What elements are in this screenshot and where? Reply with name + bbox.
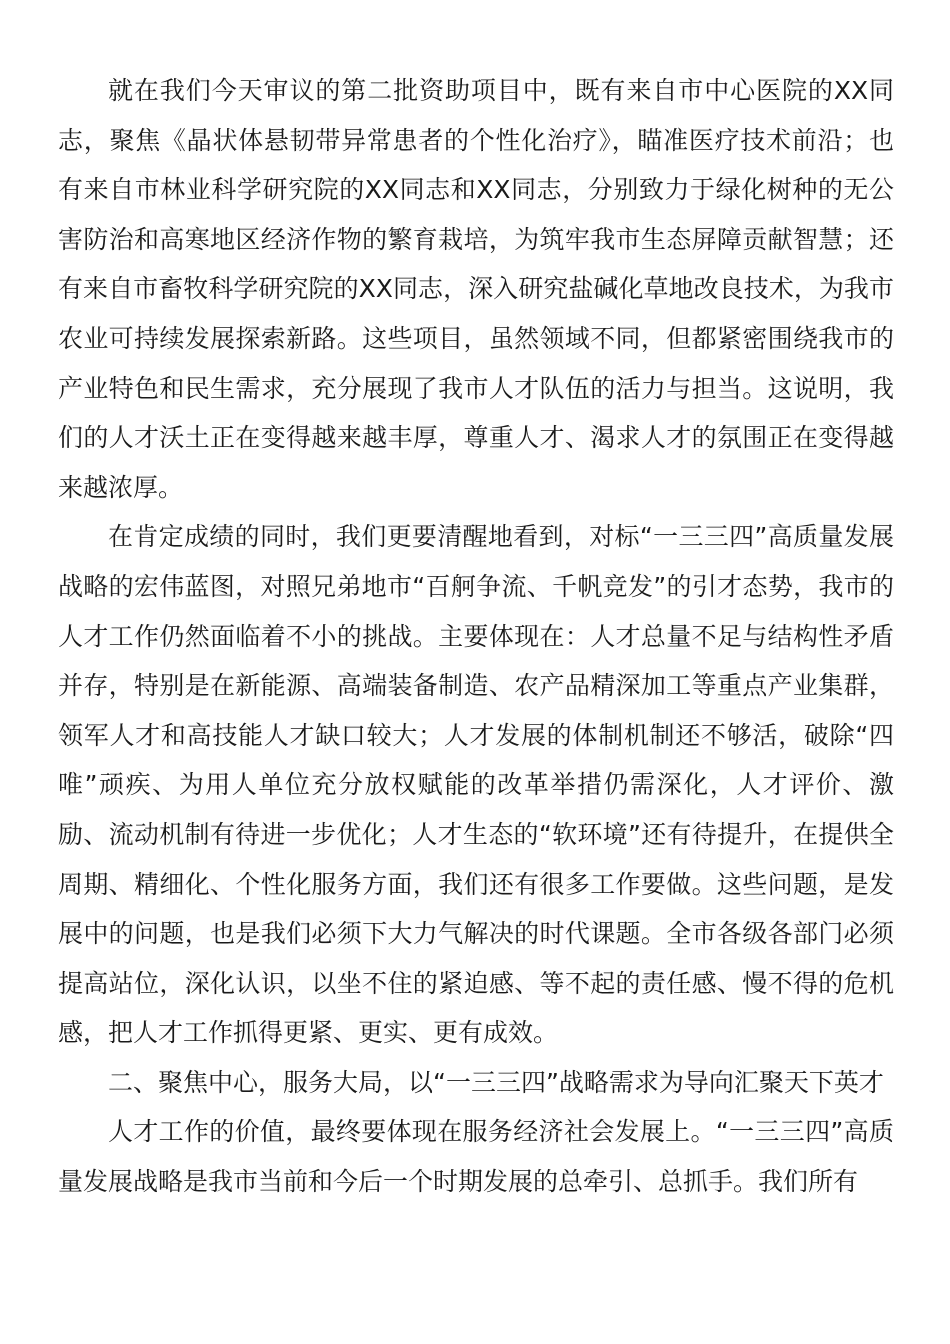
section-heading-two: 二、聚焦中心，服务大局，以“一三三四”战略需求为导向汇聚天下英才 <box>108 1067 884 1097</box>
document-body <box>58 66 894 1207</box>
paragraph-talent-value: 人才工作的价值，最终要体现在服务经济社会发展上。“一三三四”高质量发展战略是我市当前和今后一个时期发展的总牵引、总抓手。我们所有 <box>58 1117 894 1197</box>
paragraph-challenges: 在肯定成绩的同时，我们更要清醒地看到，对标“一三三四”高质量发展战略的宏伟蓝图，对照兄弟地市“百舸争流、千帆竞发”的引才态势，我市的人才工作仍然面临着不小的挑战。主要体现在：人才总量不足与结构性矛盾并存，特别是在新能源、高端装备制造、农产品精深加工等重点产业集群，领军人才和高技能人才缺口较大；人才发展的体制机制还不够活，破除“四唯”顽疾、为用人单位充分放权赋能的改革举措仍需深化，人才评价、激励、流动机制有待进一步优化；人才生态的“软环境”还有待提升，在提供全周期、精细化、个性化服务方面，我们还有很多工作要做。这些问题，是发展中的问题，也是我们必须下大力气解决的时代课题。全市各级各部门必须提高站位，深化认识，以坐不住的紧迫感、等不起的责任感、慢不得的危机感，把人才工作抓得更紧、更实、更有成效。 <box>58 522 894 1048</box>
paragraph-projects: 就在我们今天审议的第二批资助项目中，既有来自市中心医院的XX同志，聚焦《晶状体悬韧带异常患者的个性化治疗》，瞄准医疗技术前沿；也有来自市林业科学研究院的XX同志和XX同志，分别致力于绿化树种的无公害防治和高寒地区经济作物的繁育栽培，为筑牢我市生态屏障贡献智慧；还有来自市畜牧科学研究院的XX同志，深入研究盐碱化草地改良技术，为我市农业可持续发展探索新路。这些项目，虽然领域不同，但都紧密围绕我市的产业特色和民生需求，充分展现了我市人才队伍的活力与担当。这说明，我们的人才沃土正在变得越来越丰厚，尊重人才、渴求人才的氛围正在变得越来越浓厚。 <box>58 76 894 502</box>
